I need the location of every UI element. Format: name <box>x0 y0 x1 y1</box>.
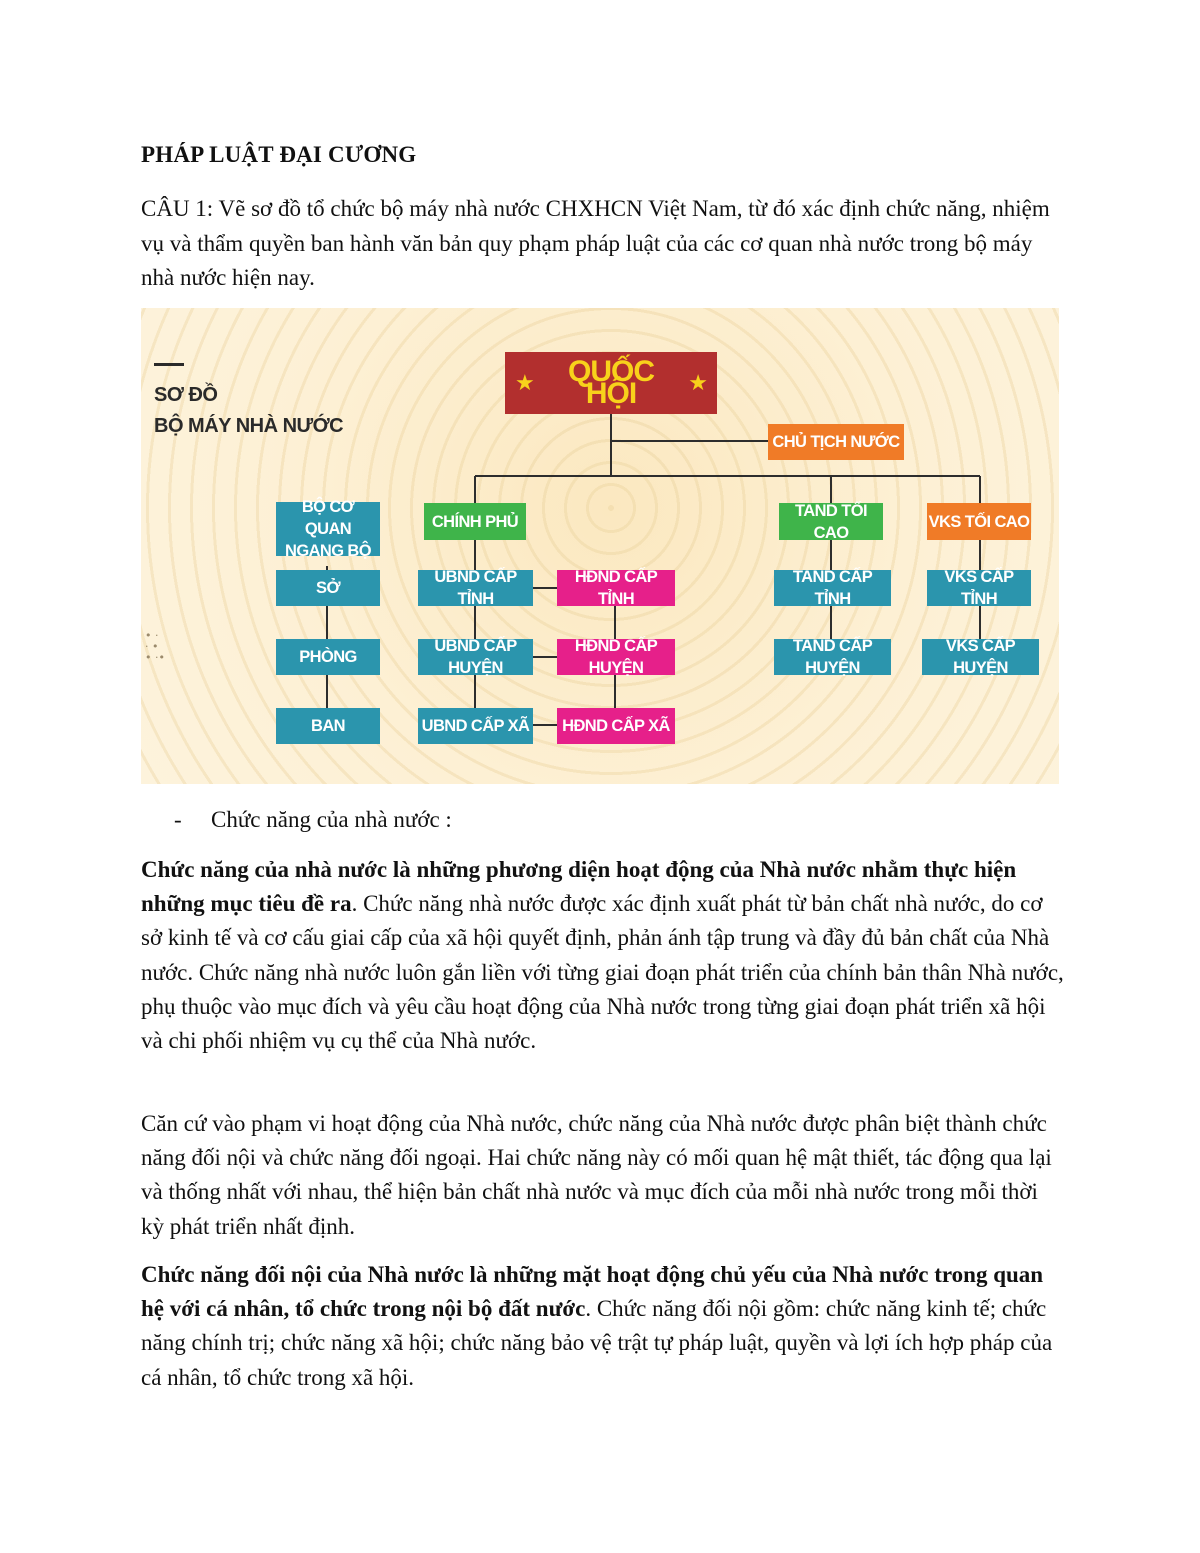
provincial-procuracy-box: VKS CẤP TỈNH <box>927 570 1031 606</box>
president-box: CHỦ TỊCH NƯỚC <box>768 424 904 460</box>
ubnd-commune-box: UBND CẤP XÃ <box>418 708 533 744</box>
bullet-text: Chức năng của nhà nước : <box>211 807 452 832</box>
bullet-dash: - <box>174 807 182 832</box>
ubnd-province-box: UBND CẤP TỈNH <box>418 570 533 606</box>
hdnd-district-box: HĐND CẤP HUYỆN <box>557 639 675 675</box>
ministries-box: BỘ CƠ QUAN NGANG BỘ <box>276 502 380 556</box>
decorative-pattern: • · · • • ·• <box>145 629 165 664</box>
paragraph-3 <box>141 1258 1065 1395</box>
paragraph-2: Căn cứ vào phạm vi hoạt động của Nhà nước, chức năng của Nhà nước được phân biệt thành chức năng đối nội và chức năng đối ngoại. Hai chức năng này có mối quan hệ mật thiết, tác động qua lại và thống nhất với nhau, thể hiện bản chất nhà nước và mục đích của mỗi nhà nước trong mỗi thời kỳ phát triển nhất định. <box>141 1111 1052 1239</box>
star-icon: ★ <box>688 370 707 395</box>
hdnd-commune-box: HĐND CẤP XÃ <box>557 708 675 744</box>
state-apparatus-diagram <box>141 308 1059 784</box>
supreme-court-box: TAND TỐI CAO <box>779 503 883 540</box>
diagram-heading-line1: SƠ ĐỒ <box>154 384 218 406</box>
provincial-court-box: TAND CẤP TỈNH <box>774 570 891 606</box>
paragraph-1 <box>141 853 1065 1058</box>
national-assembly-box <box>505 352 717 414</box>
paragraph-3-bold: Chức năng đối nội của Nhà nước là những mặt hoạt động chủ yếu của Nhà nước trong quan hệ với cá nhân, tổ chức trong nội bộ đất nước <box>141 1262 1044 1322</box>
star-icon: ★ <box>515 370 534 395</box>
so-box: SỞ <box>276 570 380 606</box>
question-text: CÂU 1: Vẽ sơ đồ tổ chức bộ máy nhà nước CHXHCN Việt Nam, từ đó xác định chức năng, nhiệm vụ và thẩm quyền ban hành văn bản quy phạm pháp luật của các cơ quan nhà nước trong bộ máy nhà nước hiện nay. <box>141 196 1050 290</box>
ubnd-district-box: UBND CẤP HUYỆN <box>418 639 533 675</box>
supreme-procuracy-box: VKS TỐI CAO <box>927 503 1031 540</box>
phong-box: PHÒNG <box>276 639 380 675</box>
bullet-item <box>174 803 452 837</box>
diagram-heading-line2: BỘ MÁY NHÀ NƯỚC <box>154 415 344 437</box>
district-court-box: TAND CẤP HUYỆN <box>774 639 891 675</box>
national-assembly-label: QUỐC HỘI <box>568 355 654 410</box>
government-box: CHÍNH PHỦ <box>424 503 526 540</box>
ban-box: BAN <box>276 708 380 744</box>
district-procuracy-box: VKS CẤP HUYỆN <box>922 639 1039 675</box>
hdnd-province-box: HĐND CẤP TỈNH <box>557 570 675 606</box>
paragraph-1-text: . Chức năng nhà nước được xác định xuất phát từ bản chất nhà nước, do cơ sở kinh tế và cơ cấu giai cấp của xã hội quyết định, phản ánh tập trung và đầy đủ bản chất của Nhà nước. Chức năng nhà nước luôn gắn liền với từng giai đoạn phát triển của chính bản thân Nhà nước, phụ thuộc vào mục đích và yêu cầu hoạt động của Nhà nước trong từng giai đoạn phát triển xã hội và chi phối nhiệm vụ cụ thể của Nhà nước. <box>141 891 1064 1054</box>
paragraph-3-text: . Chức năng đối nội gồm: chức năng kinh tế; chức năng chính trị; chức năng xã hội; chức năng bảo vệ trật tự pháp luật, quyền và lợi ích hợp pháp của cá nhân, tổ chức trong xã hội. <box>141 1296 1053 1390</box>
paragraph-1-bold: Chức năng của nhà nước là những phương diện hoạt động của Nhà nước nhằm thực hiện những mục tiêu đề ra <box>141 857 1017 917</box>
page-title: PHÁP LUẬT ĐẠI CƯƠNG <box>141 142 417 167</box>
